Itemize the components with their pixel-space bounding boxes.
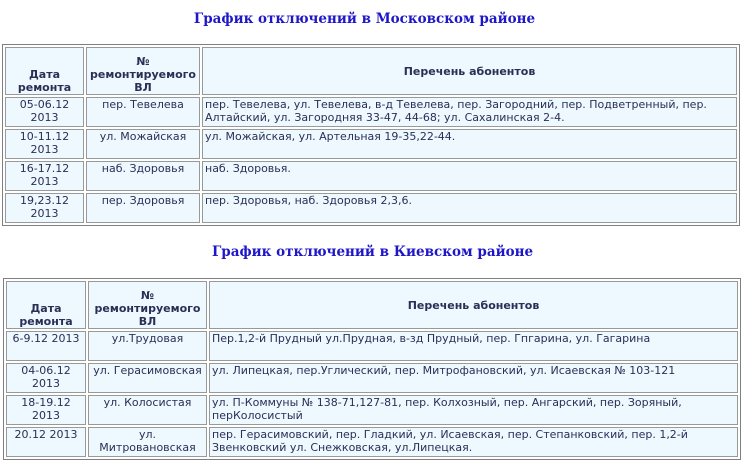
cell-line: наб. Здоровья bbox=[86, 161, 200, 191]
header-subscribers: Перечень абонентов bbox=[202, 47, 737, 95]
table-row bbox=[6, 395, 738, 425]
cell-date: 16-17.12 2013 bbox=[5, 161, 84, 191]
moscow-schedule-table bbox=[2, 44, 740, 226]
cell-subscribers: ул. П-Коммуны № 138-71,127-81, пер. Колхозный, пер. Ангарский, пер. Зоряный, перКолосистый bbox=[209, 395, 738, 425]
cell-date: 04-06.12 2013 bbox=[6, 363, 86, 393]
cell-line: ул.Трудовая bbox=[88, 331, 207, 361]
table-row bbox=[5, 161, 737, 191]
cell-subscribers: ул. Липецкая, пер.Углический, пер. Митрофановский, ул. Исаевская № 103-121 bbox=[209, 363, 738, 393]
cell-subscribers: пер. Здоровья, наб. Здоровья 2,3,6. bbox=[202, 193, 737, 223]
cell-subscribers: Пер.1,2-й Прудный ул.Прудная, в-зд Прудный, пер. Гпгарина, ул. Гагарина bbox=[209, 331, 738, 361]
header-subscribers: Перечень абонентов bbox=[209, 281, 738, 329]
table-row bbox=[6, 363, 738, 393]
table-row bbox=[5, 97, 737, 127]
header-date: Дата ремонта bbox=[5, 47, 84, 95]
cell-line: ул. Герасимовская bbox=[88, 363, 207, 393]
cell-date: 20.12 2013 bbox=[6, 427, 86, 457]
table-header-row bbox=[6, 281, 738, 329]
table-row bbox=[6, 331, 738, 361]
table-row bbox=[5, 193, 737, 223]
table-row bbox=[6, 427, 738, 457]
header-date: Дата ремонта bbox=[6, 281, 86, 329]
cell-line: пер. Тевелева bbox=[86, 97, 200, 127]
header-line: № ремонтируемого ВЛ bbox=[86, 47, 200, 95]
kiev-schedule-table bbox=[3, 278, 741, 460]
cell-line: ул. Митровановская bbox=[88, 427, 207, 457]
cell-subscribers: пер. Тевелева, ул. Тевелева, в-д Тевелева, пер. Загородний, пер. Подветренный, пер. Алтайский, ул. Загородняя 33-47, 44-68; ул. Сахалинская 2-4. bbox=[202, 97, 737, 127]
cell-line: пер. Здоровья bbox=[86, 193, 200, 223]
table-header-row bbox=[5, 47, 737, 95]
cell-subscribers: наб. Здоровья. bbox=[202, 161, 737, 191]
cell-date: 05-06.12 2013 bbox=[5, 97, 84, 127]
moscow-district-title: График отключений в Московском районе bbox=[193, 11, 536, 27]
cell-subscribers: пер. Герасимовский, пер. Гладкий, ул. Исаевская, пер. Степанковский, пер. 1,2-й Звенковский ул. Снежковская, ул.Липецкая. bbox=[209, 427, 738, 457]
cell-date: 10-11.12 2013 bbox=[5, 129, 84, 159]
cell-date: 18-19.12 2013 bbox=[6, 395, 86, 425]
kiev-district-title: График отключений в Киевском районе bbox=[211, 244, 534, 260]
header-line: № ремонтируемого ВЛ bbox=[88, 281, 207, 329]
cell-subscribers: ул. Можайская, ул. Артельная 19-35,22-44. bbox=[202, 129, 737, 159]
cell-date: 19,23.12 2013 bbox=[5, 193, 84, 223]
cell-date: 6-9.12 2013 bbox=[6, 331, 86, 361]
table-row bbox=[5, 129, 737, 159]
cell-line: ул. Колосистая bbox=[88, 395, 207, 425]
cell-line: ул. Можайская bbox=[86, 129, 200, 159]
